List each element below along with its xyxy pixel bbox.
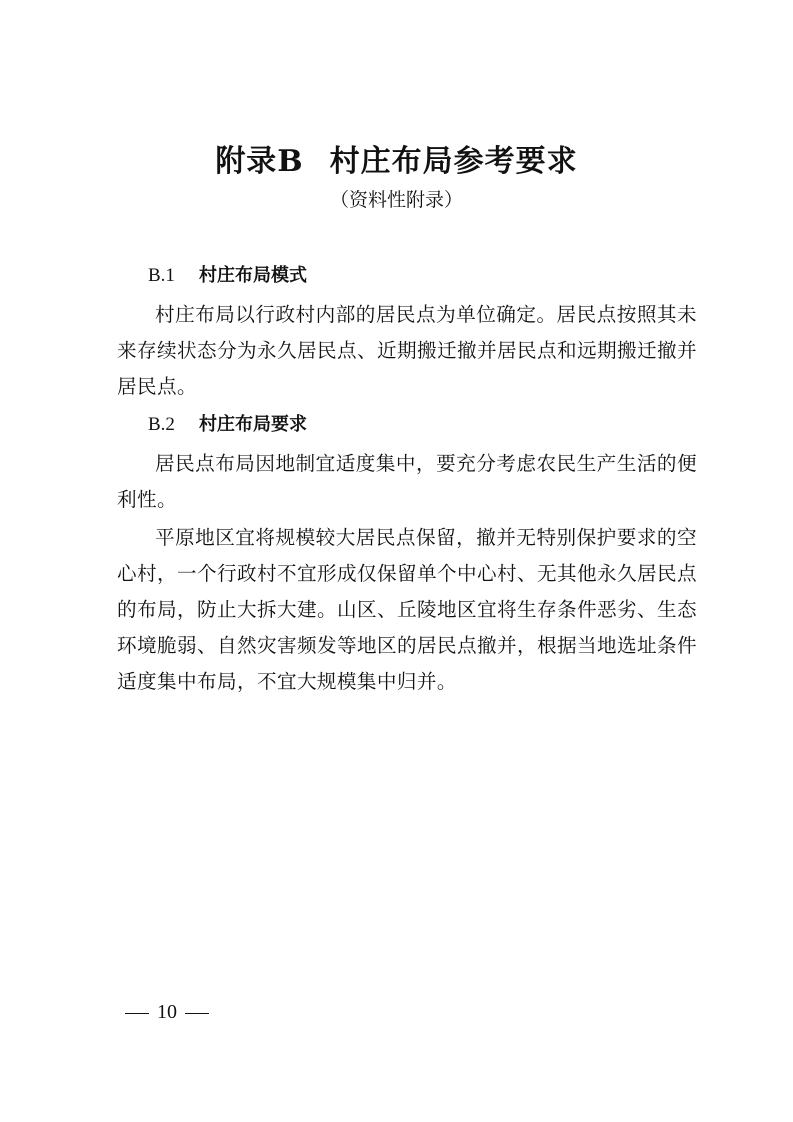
appendix-title-text: 村庄布局参考要求: [329, 144, 578, 179]
section-heading-b2: [148, 410, 307, 440]
section-number: B.2: [148, 414, 175, 435]
page-number: [125, 998, 209, 1026]
paragraph-b2-2: 平原地区宜将规模较大居民点保留，撤并无特别保护要求的空心村，一个行政村不宜形成仅保留单个中心村、无其他永久居民点的布局，防止大拆大建。山区、丘陵地区宜将生存条件恶劣、生态环境脆弱、自然灾害频发等地区的居民点撤并，根据当地选址条件适度集中布局，不宜大规模集中归并。: [117, 525, 697, 694]
appendix-title: [0, 140, 793, 184]
section-number: B.1: [148, 265, 175, 286]
page-number-dash-right: [185, 1013, 209, 1014]
page-number-value: 10: [157, 1001, 177, 1023]
appendix-label: 附录B: [215, 144, 304, 179]
section-heading-b1: [148, 261, 307, 291]
appendix-subtitle: （资料性附录）: [329, 189, 463, 211]
page-number-dash-left: [125, 1013, 149, 1014]
paragraph-b1-1: 村庄布局以行政村内部的居民点为单位确定。居民点按照其未来存续状态分为永久居民点、近期搬迁撤并居民点和远期搬迁撤并居民点。: [117, 302, 697, 398]
paragraph-b2-1: 居民点布局因地制宜适度集中，要充分考虑农民生产生活的便利性。: [117, 451, 697, 511]
section-title: 村庄布局模式: [199, 265, 307, 286]
section-title: 村庄布局要求: [199, 414, 307, 435]
